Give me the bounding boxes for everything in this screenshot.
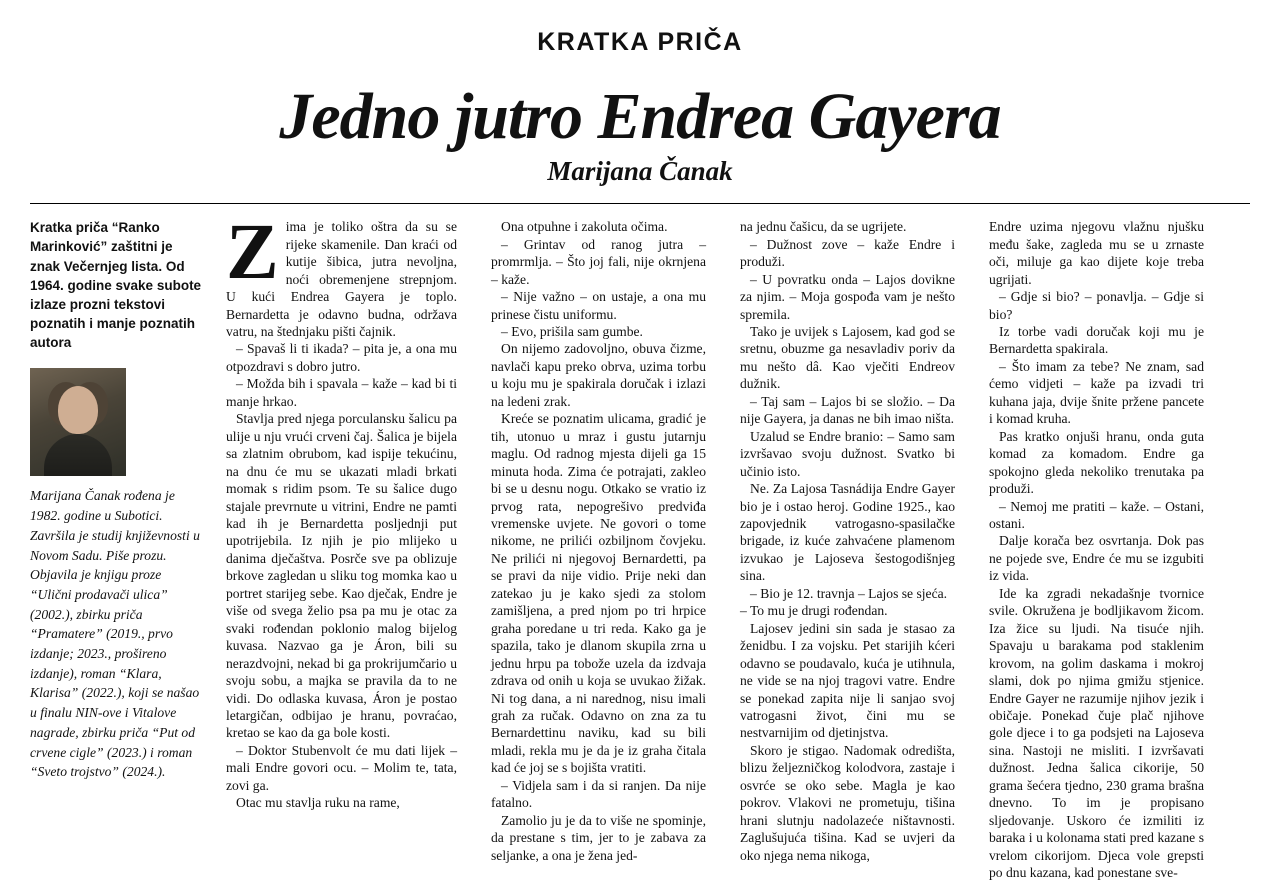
paragraph: On nijemo zadovoljno, obuva čizme, navlači kapu preko obrva, uzima torbu u koju mu je spakirala doručak i izlazi na ledeni zrak. <box>491 341 706 409</box>
paragraph: – Nije važno – on ustaje, a ona mu prinese čistu uniformu. <box>491 289 706 322</box>
article-column-3 <box>724 218 973 864</box>
paragraph: – Što imam za tebe? Ne znam, sad ćemo vidjeti – kaže pa izvadi tri kuhana jaja, dvije šnite pržene pancete i komad kruha. <box>989 358 1204 427</box>
paragraph: – U povratku onda – Lajos dovikne za njim. – Moja gospođa vam je nešto spremila. <box>740 271 955 322</box>
article-column-4 <box>973 218 1222 881</box>
paragraph: Ona otpuhne i zakoluta očima. <box>501 219 668 235</box>
sidebar-note: Kratka priča “Ranko Marinković” zaštitni je znak Večernjeg lista. Od 1964. godine svake subote izlaze prozni tekstovi poznatih i manje poznatih autora <box>30 220 202 351</box>
header-divider <box>30 203 1250 204</box>
paragraph-text: ima je toliko oštra da su se rijeke skamenile. Dan kraći od kutije šibica, jutra nevoljna, noći obremenjene strepnjom. U kući Endrea Gayera je toplo. Bernardetta je odavno budna, održava vatru, na štednjaku pišti čajnik. <box>226 219 457 340</box>
author-byline: Marijana Čanak <box>547 156 733 187</box>
paragraph: Lajosev jedini sin sada je stasao za ženidbu. I za vojsku. Pet starijih kćeri odavno se poudavalo, kuća je utihnula, ne vide se na njoj tragovi vatre. Endre se ponekad zapita nije li sanjao svoj vatrogasni život, čini mu se nestvarnijim od djetinjstva. <box>740 620 955 741</box>
drop-cap: Z <box>226 209 279 297</box>
page-title: Jedno jutro Endrea Gayera <box>279 80 1001 153</box>
article-body-2 <box>491 218 706 864</box>
paragraph: – To mu je drugi rođendan. <box>740 603 888 619</box>
paragraph: Stavlja pred njega porculansku šalicu pa ulije u nju vrući crveni čaj. Šalica je bijela sa zlatnim obrubom, kad ispije tekućinu, na dnu će mu se ukazati mladi brkati momak s ridim psom. Te su šalice dugo stajale prevrnute u vitrini, Endre ne pamti kad ih je Bernardetta posljednji put upotrijebila. Iz njih je pio mlijeko u danima dječaštva. Posrče sve pa oblizuje brkove zagledan u sliku tog momka kao u portret starijeg sebe. Kao dječak, Endre je više od svega želio psa pa mu je otac za svaki rođendan poklonio malog bijelog kuvasa. Nazvao ga je Áron, bili su nerazdvojni, nekad bi ga prokrijumčario u svoju sobu, a majka se pravila da to ne vidi. Do odlaska kuvasa, Áron je postao letargičan, odbijao je hranu, povraćao, kretao se kao da ga bole kosti. <box>226 411 457 741</box>
paragraph: Tako je uvijek s Lajosem, kad god se sretnu, obuzme ga nesavladiv poriv da mu nešto dâ. Kao vječiti Endreov dužnik. <box>740 324 955 392</box>
article-body-4 <box>989 218 1204 881</box>
article-body-1 <box>226 209 457 811</box>
paragraph: Endre uzima njegovu vlažnu njušku među šake, zagleda mu se u zrnaste oči, miluje ga kao dijete koje treba ugrijati. <box>989 219 1204 287</box>
paragraph: – Taj sam – Lajos bi se složio. – Da nije Gayera, ja danas ne bih imao ništa. <box>740 393 955 427</box>
paragraph: – Doktor Stubenvolt će mu dati lijek – mali Endre govori ocu. – Molim te, tata, zovi ga. <box>226 742 457 793</box>
paragraph: – Možda bih i spavala – kaže – kad bi ti manje hrkao. <box>226 376 457 409</box>
paragraph: na jednu čašicu, da se ugrijete. <box>740 219 907 235</box>
paragraph: Kreće se poznatim ulicama, gradić je tih, utonuo u mraz i gustu jutarnju maglu. Od radnog mjesta dijeli ga 15 minuta hoda. Zima će potrajati, zakleo bi se u desnu nogu. Otkako se vratio iz prvog rata, nepogrešivo predviđa vremenske uvjete. Ne govori o tome nikome, ne prilići ozbiljnom čovjeku. Ne prilići ni njegovoj Bernardetti, pa se pravi da nije vidio. Prije neki dan zatekao ju je kako sjedi za stolom zamišljena, a pred njom po tri hrpice graha poredane u tri reda. Kako ga je spazila, tako je dlanom skupila zrna u jednu hrpu pa tobože uzela da izdvaja zdrava od onih u koja se uvukao žižak. Ni tog dana, a ni narednog, nisu imali grah za ručak. Odavno on zna za tu Bernardettinu naviku, kad su bili mladi, rekla mu je da je iz graha čitala kad će joj se s bojišta vratiti. <box>491 411 706 776</box>
paragraph: Uzalud se Endre branio: – Samo sam izvršavao svoju dužnost. Svatko bi učinio isto. <box>740 428 955 479</box>
paragraph: Skoro je stigao. Nadomak odredišta, blizu željezničkog kolodvora, zastaje i osvrće se oko sebe. Magla je kao pokrov. Vlakovi ne prometuju, tišina hrani slutnju nadolazeće ništavnosti. Zaglušujuća tišina. Kad se uvjeri da oko njega nema nikoga, <box>740 742 955 863</box>
paragraph: Pas kratko onjuši hranu, onda guta komad za komadom. Endre ga spokojno gleda nekoliko trenutaka pa produži. <box>989 428 1204 497</box>
section-kicker: KRATKA PRIČA <box>537 28 743 56</box>
paragraph: Zamolio ju je da to više ne spominje, da prestane s tim, jer to je zabava za seljanke, a ona je žena jed- <box>491 812 706 863</box>
paragraph: Iz torbe vadi doručak koji mu je Bernardetta spakirala. <box>989 324 1204 357</box>
paragraph: Otac mu stavlja ruku na rame, <box>236 795 400 811</box>
paragraph: – Nemoj me pratiti – kaže. – Ostani, ostani. <box>989 498 1204 532</box>
paragraph: – Grintav od ranog jutra – promrmlja. – Što joj fali, nije okrnjena – kaže. <box>491 236 706 287</box>
paragraph: – Bio je 12. travnja – Lajos se sjeća. <box>750 585 948 601</box>
author-portrait <box>30 368 126 476</box>
article-column-1 <box>226 209 475 811</box>
paragraph: Ne. Za Lajosa Tasnádija Endre Gayer bio je i ostao heroj. Godine 1925., kao zapovjednik vatrogasno-spasilačke brigade, iz kuće zahvaćene plamenom izvukao je Lajoseva šestogodišnjeg sina. <box>740 481 955 584</box>
article-columns <box>30 209 1250 881</box>
paragraph: – Dužnost zove – kaže Endre i produži. <box>740 236 955 270</box>
paragraph: Ide ka zgradi nekadašnje tvornice svile. Okružena je bodljikavom žicom. Iza žice su ljudi. Na tisuće njih. Spavaju u barakama pod staklenim krovom, na golim daskama i mokroj slami, dok po njima gmižu stjenice. Endre Gayer ne razumije njihov jezik i običaje. Ponekad čuje plač njihove gole djece i to ga podsjeti na Lajoseva sina. Nastoji ne misliti. I izvršavati dužnost. Jedna šalica cikorije, 50 grama šećera tjedno, 230 grama brašna dnevno. To im je propisano sljedovanje. Uskoro će izmiliti iz baraka i u kolonama stati pred kazane s vrelom cikorijom. Djeca vole grepsti po dnu kazana, kad ponestane sve- <box>989 585 1204 881</box>
paragraph: – Spavaš li ti ikada? – pita je, a ona mu otpozdravi s dobro jutro. <box>226 341 457 374</box>
paragraph: – Evo, prišila sam gumbe. <box>501 324 643 340</box>
paragraph: – Vidjela sam i da si ranjen. Da nije fatalno. <box>491 777 706 811</box>
sidebar-column <box>30 218 226 782</box>
paragraph: – Gdje si bio? – ponavlja. – Gdje si bio? <box>989 289 1204 322</box>
article-column-2 <box>475 218 724 864</box>
author-bio: Marijana Čanak rođena je 1982. godine u Subotici. Završila je studij književnosti u Novom Sadu. Piše prozu. Objavila je knjigu proze “Ulični prodavači ulica” (2002.), zbirku priča “Pramatere” (2019., prvo izdanje; 2023., prošireno izdanje), roman “Klara, Klarisa” (2022.), koji se našao u finalu NIN-ove i Vitalove nagrade, zbirku priča “Put od crvene cigle” (2023.) i roman “Sveto trojstvo” (2024.). <box>30 488 200 780</box>
paragraph <box>226 209 457 340</box>
article-body-3 <box>740 218 955 864</box>
paragraph: Dalje korača bez osvrtanja. Dok pas ne pojede sve, Endre će mu se izgubiti iz vida. <box>989 533 1204 584</box>
